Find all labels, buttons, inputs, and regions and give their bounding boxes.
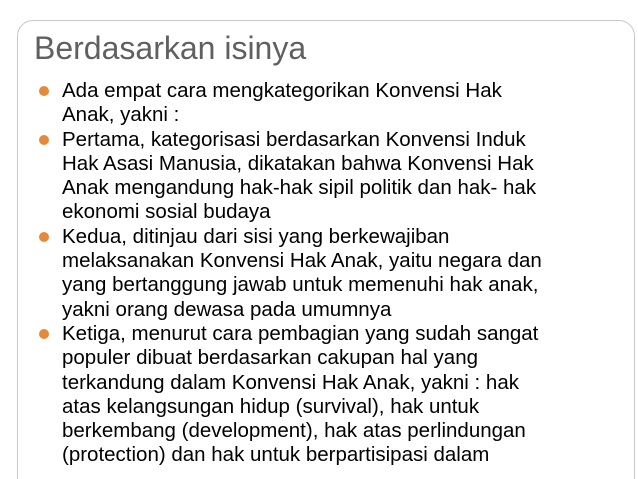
bullet-line: melaksanakan Konvensi Hak Anak, yaitu negara dan [62,249,542,273]
bullet-line: Pertama, kategorisasi berdasarkan Konvensi Induk [62,127,526,151]
bullet-line: Anak mengandung hak-hak sipil politik dan hak- hak [62,176,537,200]
bullet-item [36,225,616,322]
bullet-dot-icon [39,329,49,339]
bullet-line: Anak, yakni : [62,103,180,127]
bullet-line: (protection) dan hak untuk berpartisipasi dalam [62,443,490,467]
bullet-line: ekonomi sosial budaya [62,200,271,224]
bullet-line: atas kelangsungan hidup (survival), hak untuk [62,394,480,418]
bullet-dot-icon [39,86,49,96]
bullet-line: yakni orang dewasa pada umumnya [62,297,392,321]
bullet-line: berkembang (development), hak atas perlindungan [62,419,526,443]
bullet-line: populer dibuat berdasarkan cakupan hal yang [62,346,478,370]
bullet-line: yang bertanggung jawab untuk memenuhi hak anak, [62,273,539,297]
bullet-line: Ada empat cara mengkategorikan Konvensi Hak [62,79,502,102]
slide-title: Berdasarkan isinya [34,30,307,66]
bullet-item [36,79,616,128]
bullet-list [36,79,616,468]
bullet-dot-icon [39,135,49,145]
bullet-line: Ketiga, menurut cara pembagian yang sudah sangat [62,321,539,345]
bullet-line: Kedua, ditinjau dari sisi yang berkewajiban [62,224,450,248]
bullet-line: terkandung dalam Konvensi Hak Anak, yakni : hak [62,370,519,394]
bullet-item [36,128,616,225]
bullet-item [36,322,616,468]
bullet-line: Hak Asasi Manusia, dikatakan bahwa Konvensi Hak [62,151,534,175]
bullet-dot-icon [39,232,49,242]
